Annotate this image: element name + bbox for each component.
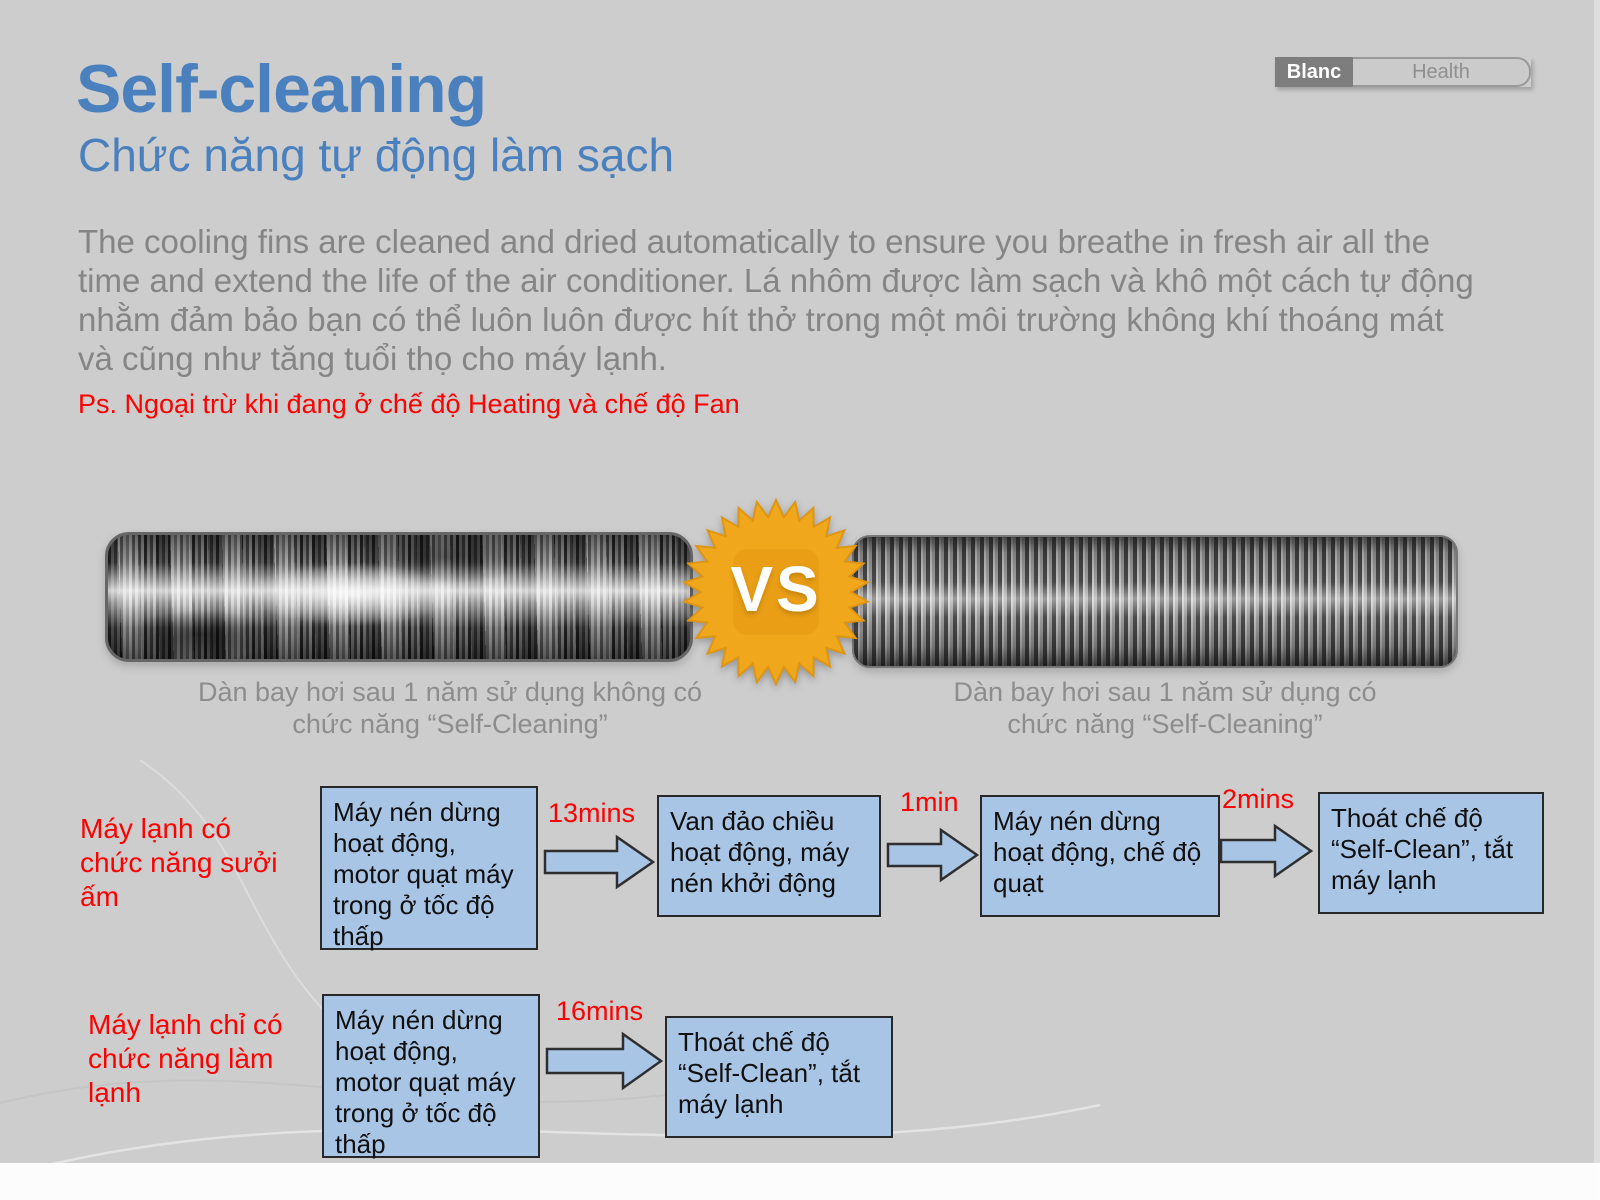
intro-paragraph: The cooling fins are cleaned and dried automatically to ensure you breathe in fresh air all the time and extend the life of the air conditioner. Lá nhôm được làm sạch và khô một cách tự động nhằm đảm bảo bạn có thể luôn luôn được hít thở trong một môi trường không khí thoáng mát và cũng như tăng tuổi thọ cho máy lạnh. (78, 223, 1474, 377)
clean-coil-image (852, 535, 1458, 668)
flow2-step1-box: Máy nén dừng hoạt động, motor quạt máy trong ở tốc độ thấp (322, 994, 540, 1158)
vs-label: VS (730, 553, 822, 625)
caption-line: Dàn bay hơi sau 1 năm sử dụng không có (197, 677, 703, 707)
vs-badge (681, 497, 871, 687)
caption-line: Dàn bay hơi sau 1 năm sử dụng có (953, 677, 1377, 707)
flow1-step1-box: Máy nén dừng hoạt động, motor quạt máy trong ở tốc độ thấp (320, 786, 538, 950)
flow2-label: Máy lạnh chỉ có chức năng làm lạnh (88, 1009, 283, 1108)
page-subtitle: Chức năng tự động làm sạch (78, 129, 675, 181)
flow1-duration3: 2mins (1222, 784, 1295, 814)
flow2-step2-box: Thoát chế độ “Self-Clean”, tắt máy lạnh (665, 1016, 893, 1138)
flow1-duration2: 1min (900, 787, 959, 817)
flow1-step3-box: Máy nén dừng hoạt động, chế độ quạt (980, 795, 1220, 917)
dirty-coil-caption (150, 676, 750, 740)
bottom-page-band (0, 1163, 1600, 1200)
right-arrow-icon (543, 833, 655, 891)
right-edge-highlight (1594, 0, 1600, 1200)
right-arrow-icon (1219, 822, 1313, 880)
caption-line: chức năng “Self-Cleaning” (292, 709, 608, 739)
page-title: Self-cleaning (76, 51, 487, 127)
flow1-label: Máy lạnh có chức năng sưởi ấm (80, 813, 278, 912)
flow1-duration1: 13mins (548, 798, 636, 828)
flow1-step2-box: Van đảo chiều hoạt động, máy nén khởi động (657, 795, 881, 917)
right-arrow-icon (545, 1030, 663, 1092)
right-arrow-icon (886, 826, 979, 884)
intro-note: Ps. Ngoại trừ khi đang ở chế độ Heating và chế độ Fan (78, 389, 740, 419)
dirty-coil-image (105, 532, 693, 662)
flow2-duration1: 16mins (556, 996, 644, 1026)
tab-health[interactable]: Health (1353, 57, 1531, 87)
tab-blanc[interactable]: Blanc (1275, 57, 1353, 87)
brand-tabs (1275, 57, 1531, 87)
flow1-step4-box: Thoát chế độ “Self-Clean”, tắt máy lạnh (1318, 792, 1544, 914)
clean-coil-caption (875, 676, 1455, 740)
caption-line: chức năng “Self-Cleaning” (1007, 709, 1323, 739)
